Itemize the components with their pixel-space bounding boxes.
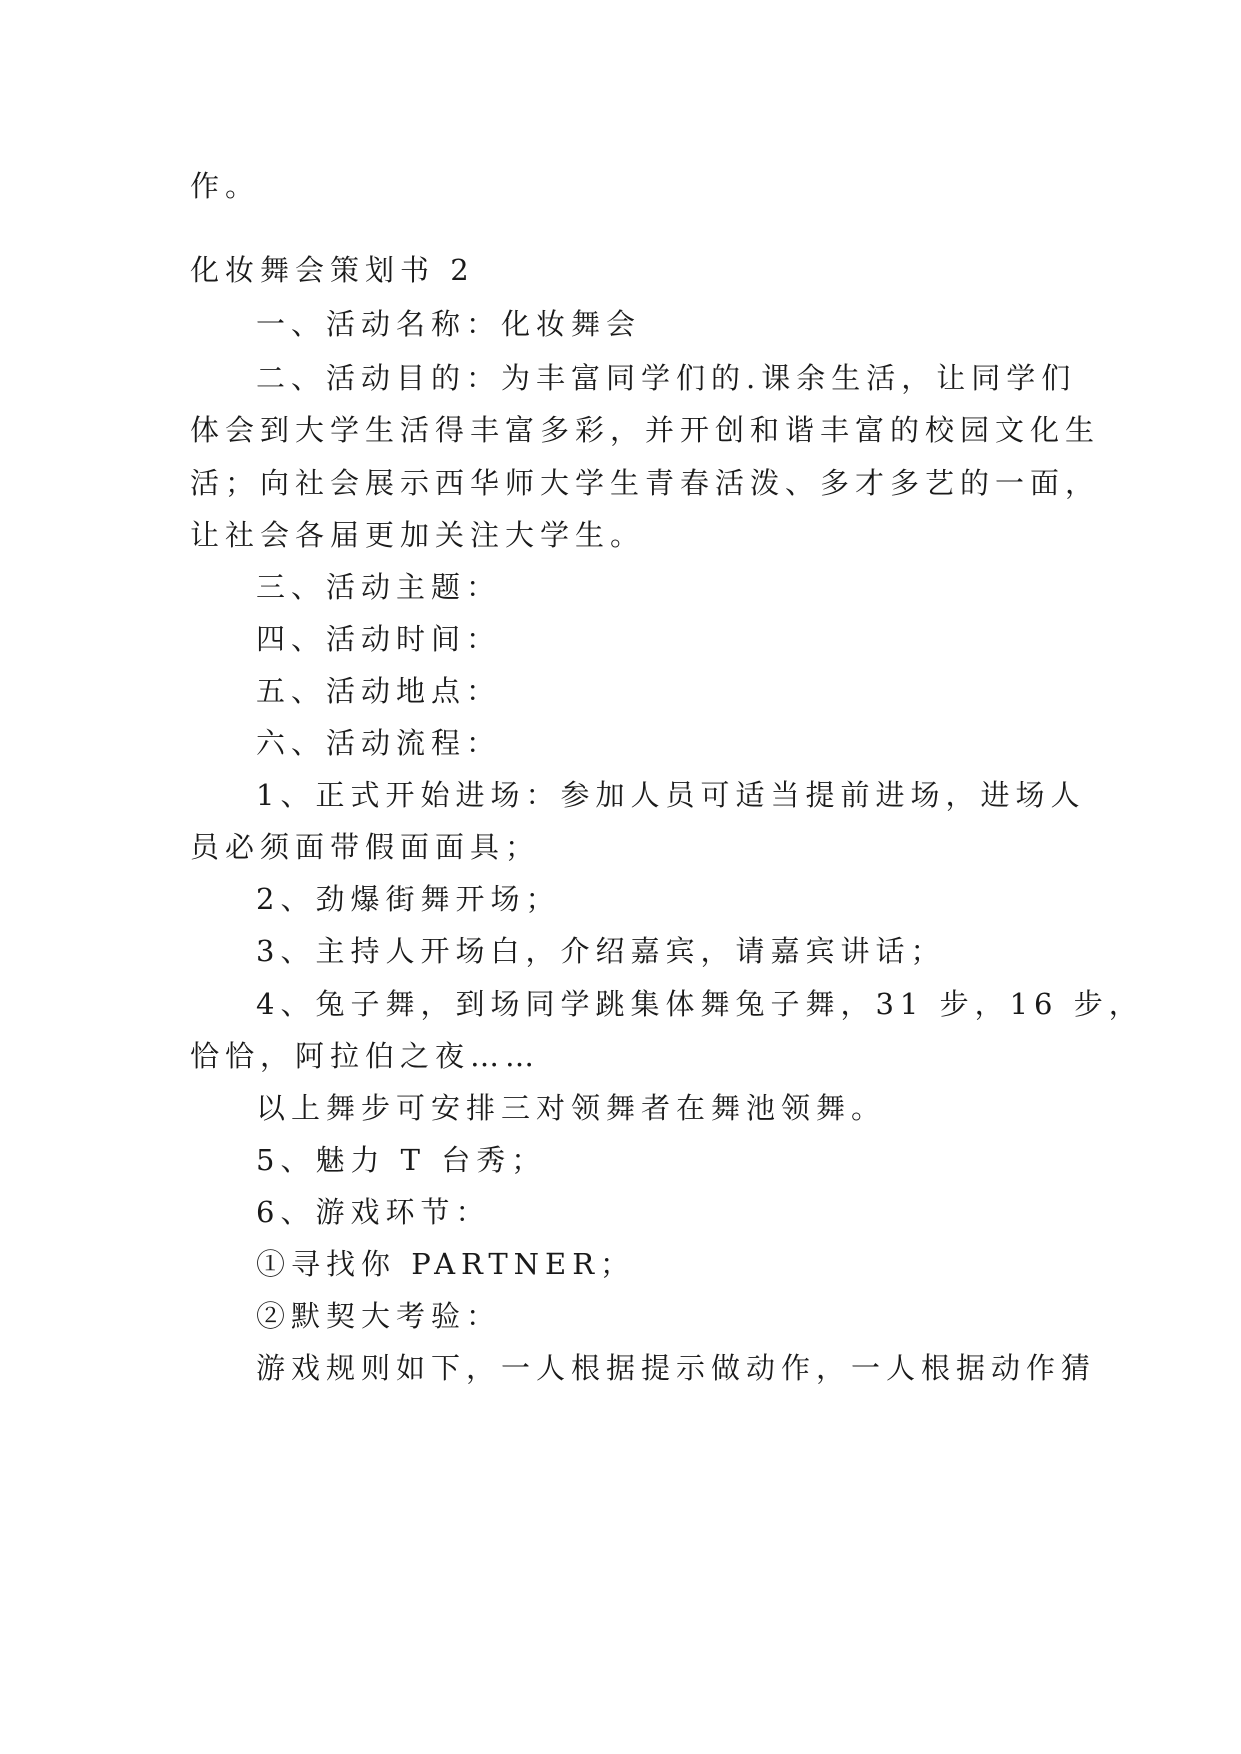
paragraph-line: 恰恰，阿拉伯之夜…… xyxy=(190,1039,541,1073)
paragraph-line: 五、活动地点： xyxy=(256,674,502,708)
paragraph-line: 2、劲爆街舞开场； xyxy=(256,882,561,916)
paragraph-line: 三、活动主题： xyxy=(256,570,502,604)
paragraph-line: 以上舞步可安排三对领舞者在舞池领舞。 xyxy=(256,1091,887,1125)
paragraph-line: 二、活动目的：为丰富同学们的.课余生活，让同学们 xyxy=(256,361,1077,395)
paragraph-line: 游戏规则如下，一人根据提示做动作，一人根据动作猜 xyxy=(256,1351,1097,1385)
paragraph-line: ①寻找你 PARTNER； xyxy=(256,1247,636,1281)
document-title: 化妆舞会策划书 2 xyxy=(190,253,475,287)
paragraph-line: 4、兔子舞，到场同学跳集体舞兔子舞，31 步，16 步， xyxy=(256,987,1144,1021)
paragraph-line: 员必须面带假面面具； xyxy=(190,830,541,864)
paragraph-line: 四、活动时间： xyxy=(256,622,502,656)
paragraph-line: 六、活动流程： xyxy=(256,726,502,760)
paragraph-line: 1、正式开始进场：参加人员可适当提前进场，进场人 xyxy=(256,778,1086,812)
paragraph-line: 让社会各届更加关注大学生。 xyxy=(190,518,646,552)
paragraph-line: 活；向社会展示西华师大学生青春活泼、多才多艺的一面， xyxy=(190,466,1101,500)
paragraph-line: 6、游戏环节： xyxy=(256,1195,491,1229)
paragraph-line: ②默契大考验： xyxy=(256,1299,502,1333)
paragraph-line: 5、魅力 T 台秀； xyxy=(256,1143,547,1177)
carryover-text: 作。 xyxy=(190,169,261,203)
paragraph-line: 一、活动名称：化妆舞会 xyxy=(256,307,642,341)
paragraph-line: 体会到大学生活得丰富多彩，并开创和谐丰富的校园文化生 xyxy=(190,413,1101,447)
paragraph-line: 3、主持人开场白，介绍嘉宾，请嘉宾讲话； xyxy=(256,934,946,968)
